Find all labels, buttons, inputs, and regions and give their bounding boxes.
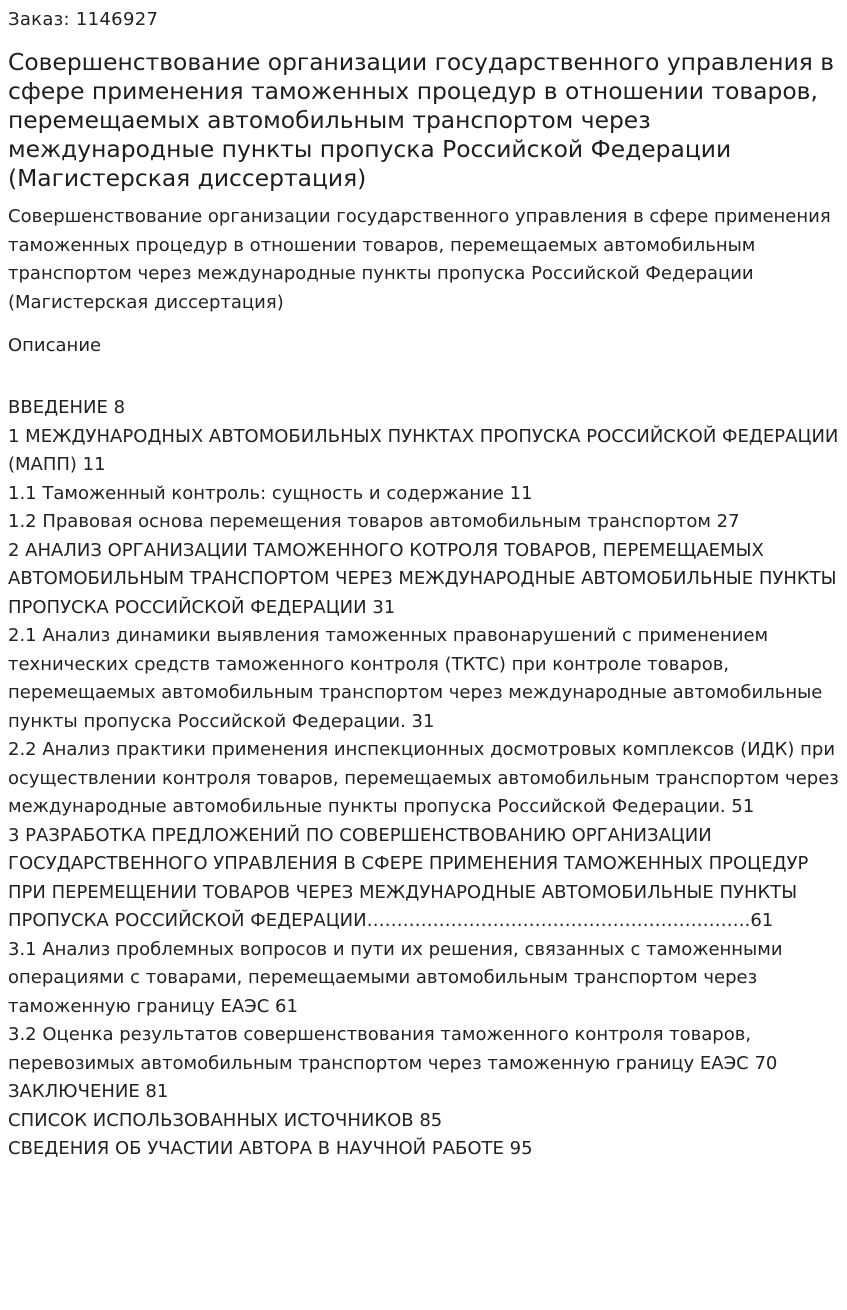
toc-item: 3.2 Оценка результатов совершенствования таможенного контроля товаров, перевозимых автомобильным транспортом через таможенную границу ЕАЭС 70: [8, 1024, 778, 1074]
toc-item: 3.1 Анализ проблемных вопросов и пути их решения, связанных с таможенными операциями с товарами, перемещаемыми автомобильным транспортом через таможенную границу ЕАЭС 61: [8, 938, 783, 1017]
toc-item: 1 МЕЖДУНАРОДНЫХ АВТОМОБИЛЬНЫХ ПУНКТАХ ПРОПУСКА РОССИЙСКОЙ ФЕДЕРАЦИИ (МАПП) 11: [8, 425, 839, 475]
toc-item: ВВЕДЕНИЕ 8: [8, 397, 126, 418]
table-of-contents: [8, 394, 839, 1164]
toc-item: СПИСОК ИСПОЛЬЗОВАННЫХ ИСТОЧНИКОВ 85: [8, 1109, 443, 1131]
order-number: Заказ: 1146927: [8, 9, 159, 30]
toc-item: 2.1 Анализ динамики выявления таможенных правонарушений с применением технических средств таможенного контроля (ТКТС) при контроле товаров, перемещаемых автомобильным транспортом через международные автомобильные пункты пропуска Российской Федерации. 31: [8, 625, 823, 732]
toc-item: 1.2 Правовая основа перемещения товаров автомобильным транспортом 27: [8, 511, 740, 532]
document-title: Совершенствование организации государственного управления в сфере применения таможенных процедур в отношении товаров, перемещаемых автомобильным транспортом через международные пункты пропуска Российской Федерации (Магистерская диссертация): [8, 48, 835, 192]
toc-item: ЗАКЛЮЧЕНИЕ 81: [8, 1081, 169, 1102]
toc-item: 2.2 Анализ практики применения инспекционных досмотровых комплексов (ИДК) при осуществлении контроля товаров, перемещаемых автомобильным транспортом через международные автомобильные пункты пропуска Российской Федерации. 51: [8, 739, 839, 817]
description-heading: Описание: [8, 335, 102, 356]
toc-item: СВЕДЕНИЯ ОБ УЧАСТИИ АВТОРА В НАУЧНОЙ РАБОТЕ 95: [8, 1138, 533, 1159]
toc-item: 3 РАЗРАБОТКА ПРЕДЛОЖЕНИЙ ПО СОВЕРШЕНСТВОВАНИЮ ОРГАНИЗАЦИИ ГОСУДАРСТВЕННОГО УПРАВЛЕНИЯ В СФЕРЕ ПРИМЕНЕНИЯ ТАМОЖЕННЫХ ПРОЦЕДУР ПРИ ПЕРЕМЕЩЕНИИ ТОВАРОВ ЧЕРЕЗ МЕЖДУНАРОДНЫЕ АВТОМОБИЛЬНЫЕ ПУНКТЫ ПРОПУСКА РОССИЙСКОЙ ФЕДЕРАЦИИ……………………………………………………….61: [8, 824, 809, 931]
toc-item: 2 АНАЛИЗ ОРГАНИЗАЦИИ ТАМОЖЕННОГО КОТРОЛЯ ТОВАРОВ, ПЕРЕМЕЩАЕМЫХ АВТОМОБИЛЬНЫМ ТРАНСПОРТОМ ЧЕРЕЗ МЕЖДУНАРОДНЫЕ АВТОМОБИЛЬНЫЕ ПУНКТЫ ПРОПУСКА РОССИЙСКОЙ ФЕДЕРАЦИИ 31: [8, 539, 837, 618]
document-subtitle: Совершенствование организации государственного управления в сфере применения таможенных процедур в отношении товаров, перемещаемых автомобильным транспортом через международные пункты пропуска Российской Федерации (Магистерская диссертация): [8, 206, 831, 313]
toc-item: 1.1 Таможенный контроль: сущность и содержание 11: [8, 482, 533, 504]
